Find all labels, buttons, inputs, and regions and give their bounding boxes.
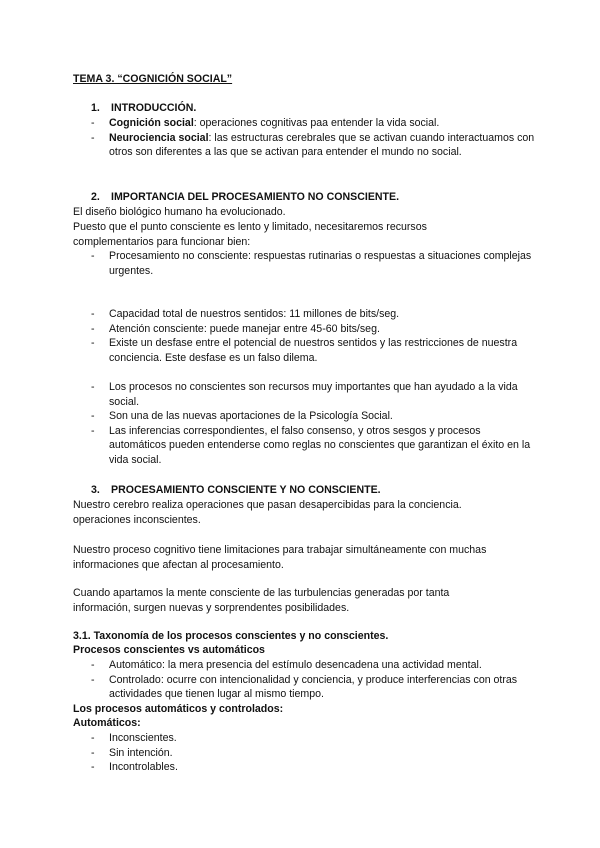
section-3-heading (91, 483, 381, 498)
term: Neurociencia social (109, 131, 209, 144)
paragraph: Nuestro cerebro realiza operaciones que pasan desapercibidas para la conciencia. operaciones inconscientes. (73, 499, 462, 526)
list-item-text: Inconscientes. (109, 732, 177, 744)
section-1-number: 1. (91, 102, 100, 114)
list-item-text: Controlado: ocurre con intencionalidad y conciencia, y produce interferencias con otras actividades que tienen lugar al mismo tiempo. (109, 673, 518, 701)
list-item: - Son una de las nuevas aportaciones de la Psicología Social. (91, 410, 393, 423)
paragraph: Puesto que el punto consciente es lento y limitado, necesitaremos recursos complementarios para funcionar bien: (73, 221, 427, 248)
list-item-text: Capacidad total de nuestros sentidos: 11 millones de bits/seg. (109, 308, 400, 320)
list-item: - Existe un desfase entre el potencial de nuestros sentidos y las restricciones de nuestra conciencia. Este desfase es un falso dilema. (91, 337, 518, 364)
list-item: - Atención consciente: puede manejar entre 45-60 bits/seg. (91, 322, 380, 335)
paragraph: Cuando apartamos la mente consciente de las turbulencias generadas por tanta información, surgen nuevas y sorprendentes posibilidades. (73, 587, 450, 614)
section-2-heading (91, 190, 399, 205)
section-2-number: 2. (91, 191, 100, 203)
paragraph: Nuestro proceso cognitivo tiene limitaciones para trabajar simultáneamente con muchas informaciones que afectan al procesamiento. (73, 544, 487, 571)
definition: : las estructuras cerebrales que se activan cuando interactuamos con otros son diferentes a las que se activan para entender el mundo no social. (109, 131, 535, 159)
list-item-text: Atención consciente: puede manejar entre 45-60 bits/seg. (109, 322, 380, 335)
list-item: - Capacidad total de nuestros sentidos: 11 millones de bits/seg. (91, 308, 400, 320)
list-item: - Cognición social: operaciones cognitivas paa entender la vida social. (91, 117, 440, 129)
term: Cognición social (109, 117, 194, 129)
section-3-title: PROCESAMIENTO CONSCIENTE Y NO CONSCIENTE. (111, 484, 381, 496)
section-1-list (91, 116, 536, 160)
subsection-heading: 3.1. Taxonomía de los procesos conscientes y no conscientes. (73, 630, 389, 642)
list-item-text: Son una de las nuevas aportaciones de la Psicología Social. (109, 410, 393, 423)
list-item: - Inconscientes. (91, 732, 177, 744)
list-item-text: Automático: la mera presencia del estímulo desencadena una actividad mental. (109, 659, 482, 671)
list-item: - Automático: la mera presencia del estímulo desencadena una actividad mental. (91, 659, 482, 671)
section-3-list-1 (91, 658, 536, 702)
section-2-list-3 (91, 380, 536, 468)
list-item: - Procesamiento no consciente: respuestas rutinarias o respuestas a situaciones complejas urgentes. (91, 250, 532, 277)
subsection-heading: Procesos conscientes vs automáticos (73, 644, 265, 656)
list-item: - Las inferencias correspondientes, el falso consenso, y otros sesgos y procesos automáticos pueden entenderse como reglas no conscientes que garantizan el éxito en la vida social. (91, 424, 531, 466)
document-title: TEMA 3. “COGNICIÓN SOCIAL” (73, 73, 233, 85)
section-1-title: INTRODUCCIÓN. (111, 102, 197, 114)
section-3-list-2 (91, 731, 536, 775)
subsection-heading: Automáticos: (73, 717, 141, 729)
list-item-text: Sin intención. (109, 746, 173, 759)
section-2-list-2 (91, 307, 536, 365)
list-item-text: Procesamiento no consciente: respuestas rutinarias o respuestas a situaciones complejas urgentes. (109, 250, 532, 277)
list-item: - Sin intención. (91, 746, 173, 759)
list-item-text: Incontrolables. (109, 761, 178, 774)
definition: : operaciones cognitivas paa entender la vida social. (193, 117, 440, 129)
list-item: - Los procesos no conscientes son recursos muy importantes que han ayudado a la vida social. (91, 381, 518, 408)
list-item: - Controlado: ocurre con intencionalidad y conciencia, y produce interferencias con otras actividades que tienen lugar al mismo tiempo. (91, 673, 518, 701)
list-item-text: Existe un desfase entre el potencial de nuestros sentidos y las restricciones de nuestra conciencia. Este desfase es un falso dilema. (109, 337, 518, 364)
list-item-text: Las inferencias correspondientes, el falso consenso, y otros sesgos y procesos automáticos pueden entenderse como reglas no conscientes que garantizan el éxito en la vida social. (109, 424, 531, 466)
list-item-text: Los procesos no conscientes son recursos muy importantes que han ayudado a la vida social. (109, 381, 518, 408)
subsection-heading: Los procesos automáticos y controlados: (73, 703, 284, 715)
list-item: - Neurociencia social: las estructuras cerebrales que se activan cuando interactuamos con otros son diferentes a las que se activan para entender el mundo no social. (91, 131, 535, 159)
paragraph: El diseño biológico humano ha evolucionado. (73, 206, 286, 218)
section-1-heading (91, 101, 196, 116)
section-2-title: IMPORTANCIA DEL PROCESAMIENTO NO CONSCIENTE. (111, 191, 400, 203)
section-2-list-1 (91, 249, 536, 278)
list-item: - Incontrolables. (91, 761, 178, 774)
section-3-number: 3. (91, 484, 100, 496)
